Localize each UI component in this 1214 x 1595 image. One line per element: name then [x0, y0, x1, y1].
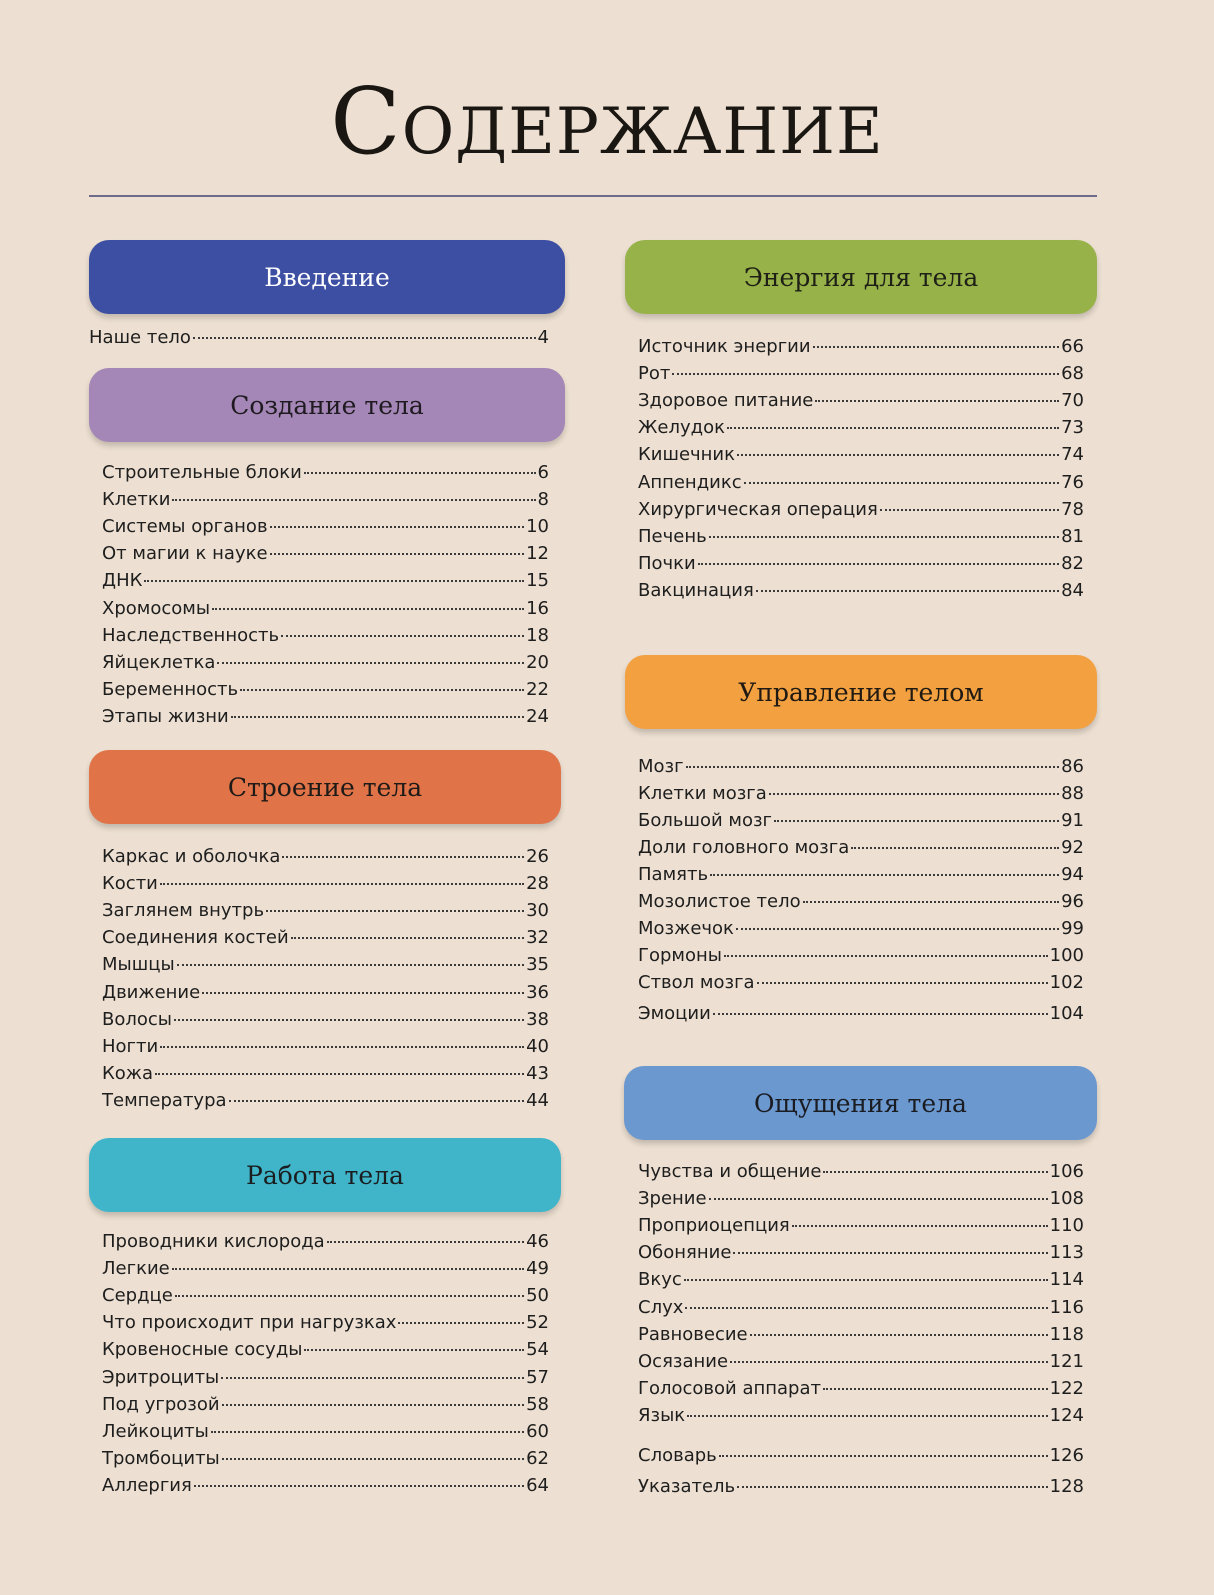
- toc-entry-page-number: 94: [1061, 864, 1084, 885]
- toc-entry-label: Большой мозг: [638, 810, 772, 831]
- dot-leader: [202, 992, 524, 994]
- toc-entry-page-number: 32: [526, 927, 549, 948]
- toc-entry[interactable]: [638, 417, 1084, 441]
- dot-leader: [815, 400, 1059, 402]
- toc-entry-page-number: 58: [526, 1394, 549, 1415]
- dot-leader: [744, 482, 1059, 484]
- dot-leader: [709, 1198, 1048, 1200]
- dot-leader: [803, 901, 1059, 903]
- toc-entry[interactable]: [102, 1090, 549, 1114]
- toc-entry[interactable]: [102, 846, 549, 870]
- toc-entry[interactable]: [102, 1036, 549, 1060]
- toc-entry-label: Язык: [638, 1405, 686, 1426]
- toc-entry-page-number: 92: [1061, 837, 1084, 858]
- toc-entry[interactable]: [638, 363, 1084, 387]
- toc-entry[interactable]: [638, 810, 1084, 834]
- dot-leader: [217, 662, 524, 664]
- toc-entry-page-number: 88: [1061, 783, 1084, 804]
- toc-entry[interactable]: [102, 982, 549, 1006]
- toc-entry-page-number: 84: [1061, 580, 1084, 601]
- dot-leader: [757, 982, 1048, 984]
- toc-entry-page-number: 36: [526, 982, 549, 1003]
- toc-entry-label: Ствол мозга: [638, 972, 755, 993]
- toc-entry[interactable]: [102, 489, 549, 513]
- dot-leader: [327, 1241, 524, 1243]
- toc-entry-label: Проприоцепция: [638, 1215, 790, 1236]
- toc-entry[interactable]: [102, 954, 549, 978]
- toc-entry-label: Чувства и общение: [638, 1161, 822, 1182]
- dot-leader: [823, 1388, 1048, 1390]
- toc-entry-label: Аппендикс: [638, 472, 742, 493]
- toc-entry-label: Почки: [638, 553, 696, 574]
- toc-entry[interactable]: [638, 1161, 1084, 1185]
- toc-entry[interactable]: [638, 891, 1084, 915]
- toc-entry-page-number: 4: [537, 327, 549, 348]
- toc-entry-page-number: 24: [526, 706, 549, 727]
- toc-entry-label: Вакцинация: [638, 580, 754, 601]
- toc-entry[interactable]: [638, 756, 1084, 780]
- toc-entry-page-number: 102: [1049, 972, 1084, 993]
- toc-entry-page-number: 122: [1049, 1378, 1084, 1399]
- toc-entry[interactable]: [102, 927, 549, 951]
- toc-entry-label: Зрение: [638, 1188, 707, 1209]
- toc-entry[interactable]: [102, 706, 549, 730]
- toc-entry-page-number: 22: [526, 679, 549, 700]
- toc-entry-page-number: 12: [526, 543, 549, 564]
- toc-entry[interactable]: [89, 327, 549, 351]
- toc-entry[interactable]: [102, 462, 549, 486]
- dot-leader: [304, 472, 536, 474]
- dot-leader: [851, 847, 1059, 849]
- dot-leader: [685, 1307, 1047, 1309]
- toc-entry-label: Ногти: [102, 1036, 159, 1057]
- toc-entry-label: Системы органов: [102, 516, 268, 537]
- dot-leader: [880, 509, 1059, 511]
- toc-entry[interactable]: [638, 1405, 1084, 1429]
- toc-entry-label: Легкие: [102, 1258, 170, 1279]
- dot-leader: [684, 1279, 1048, 1281]
- dot-leader: [172, 1268, 524, 1270]
- toc-entry-label: Указатель: [638, 1476, 736, 1497]
- toc-entry-page-number: 30: [526, 900, 549, 921]
- toc-entry[interactable]: [102, 1231, 549, 1255]
- toc-entry-page-number: 99: [1061, 918, 1084, 939]
- toc-entry[interactable]: [638, 1378, 1084, 1402]
- toc-entry-page-number: 121: [1049, 1351, 1084, 1372]
- dot-leader: [724, 955, 1048, 957]
- toc-entry-page-number: 82: [1061, 553, 1084, 574]
- dot-leader: [175, 1295, 524, 1297]
- section-banner: Работа тела: [89, 1138, 561, 1212]
- dot-leader: [291, 937, 524, 939]
- dot-leader: [266, 910, 524, 912]
- dot-leader: [211, 1431, 524, 1433]
- toc-entry-page-number: 54: [526, 1339, 549, 1360]
- dot-leader: [733, 1252, 1047, 1254]
- toc-entry-label: Источник энергии: [638, 336, 811, 357]
- toc-entry-page-number: 78: [1061, 499, 1084, 520]
- toc-entry[interactable]: [638, 553, 1084, 577]
- toc-entry-label: Печень: [638, 526, 707, 547]
- page-title: Содержание: [330, 68, 884, 175]
- toc-entry-label: Заглянем внутрь: [102, 900, 265, 921]
- toc-entry-label: ДНК: [102, 570, 143, 591]
- toc-entry-label: Мозг: [638, 756, 684, 777]
- toc-entry-page-number: 81: [1061, 526, 1084, 547]
- toc-entry-label: Желудок: [638, 417, 725, 438]
- toc-entry-page-number: 20: [526, 652, 549, 673]
- dot-leader: [719, 1455, 1048, 1457]
- toc-entry[interactable]: [102, 652, 549, 676]
- toc-entry-page-number: 128: [1049, 1476, 1084, 1497]
- toc-entry-label: Наше тело: [89, 327, 191, 348]
- dot-leader: [774, 820, 1059, 822]
- toc-entry[interactable]: [638, 945, 1084, 969]
- toc-entry-page-number: 10: [526, 516, 549, 537]
- dot-leader: [750, 1334, 1048, 1336]
- toc-entry-label: Яйцеклетка: [102, 652, 216, 673]
- toc-entry-page-number: 100: [1049, 945, 1084, 966]
- dot-leader: [281, 635, 524, 637]
- toc-entry-label: Сердце: [102, 1285, 173, 1306]
- toc-entry-label: Здоровое питание: [638, 390, 814, 411]
- toc-entry-label: Голосовой аппарат: [638, 1378, 821, 1399]
- section-banner: Создание тела: [89, 368, 565, 442]
- toc-entry-page-number: 6: [537, 462, 549, 483]
- dot-leader: [737, 1486, 1047, 1488]
- toc-entry[interactable]: [102, 1285, 549, 1309]
- toc-entry-label: Клетки: [102, 489, 171, 510]
- toc-entry-label: Соединения костей: [102, 927, 289, 948]
- toc-entry-page-number: 49: [526, 1258, 549, 1279]
- dot-leader: [769, 793, 1059, 795]
- toc-entry[interactable]: [638, 444, 1084, 468]
- toc-entry-label: Гормоны: [638, 945, 722, 966]
- toc-entry-page-number: 28: [526, 873, 549, 894]
- title-divider: [89, 195, 1097, 197]
- dot-leader: [687, 1415, 1047, 1417]
- toc-entry-label: Эритроциты: [102, 1367, 220, 1388]
- toc-entry-page-number: 68: [1061, 363, 1084, 384]
- toc-entry[interactable]: [638, 1445, 1084, 1469]
- toc-entry[interactable]: [638, 864, 1084, 888]
- dot-leader: [222, 1458, 524, 1460]
- dot-leader: [160, 883, 524, 885]
- toc-entry-label: Мышцы: [102, 954, 175, 975]
- toc-entry-page-number: 52: [526, 1312, 549, 1333]
- toc-entry-label: Кожа: [102, 1063, 154, 1084]
- dot-leader: [698, 563, 1059, 565]
- toc-entry-label: Температура: [102, 1090, 227, 1111]
- toc-entry-page-number: 108: [1049, 1188, 1084, 1209]
- toc-entry[interactable]: [638, 1188, 1084, 1212]
- toc-entry[interactable]: [638, 336, 1084, 360]
- toc-entry[interactable]: [638, 972, 1084, 996]
- toc-entry[interactable]: [102, 1367, 549, 1391]
- dot-leader: [155, 1073, 524, 1075]
- toc-entry-page-number: 124: [1049, 1405, 1084, 1426]
- toc-entry[interactable]: [638, 390, 1084, 414]
- toc-entry[interactable]: [102, 1339, 549, 1363]
- toc-entry[interactable]: [638, 499, 1084, 523]
- dot-leader: [212, 608, 524, 610]
- toc-entry-page-number: 64: [526, 1475, 549, 1496]
- toc-entry-label: Проводники кислорода: [102, 1231, 325, 1252]
- toc-entry-page-number: 60: [526, 1421, 549, 1442]
- toc-entry-page-number: 43: [526, 1063, 549, 1084]
- toc-entry-page-number: 44: [526, 1090, 549, 1111]
- toc-entry-page-number: 57: [526, 1367, 549, 1388]
- section-banner: Строение тела: [89, 750, 561, 824]
- dot-leader: [686, 766, 1060, 768]
- toc-entry[interactable]: [638, 783, 1084, 807]
- toc-entry-label: Что происходит при нагрузках: [102, 1312, 397, 1333]
- toc-entry-label: Тромбоциты: [102, 1448, 220, 1469]
- toc-entry-label: Волосы: [102, 1009, 172, 1030]
- toc-entry-label: Каркас и оболочка: [102, 846, 281, 867]
- toc-entry-page-number: 38: [526, 1009, 549, 1030]
- dot-leader: [737, 454, 1059, 456]
- dot-leader: [221, 1377, 524, 1379]
- dot-leader: [823, 1171, 1047, 1173]
- toc-entry-label: Строительные блоки: [102, 462, 302, 483]
- dot-leader: [172, 499, 535, 501]
- toc-entry-page-number: 18: [526, 625, 549, 646]
- toc-entry-page-number: 73: [1061, 417, 1084, 438]
- toc-entry[interactable]: [102, 1009, 549, 1033]
- toc-entry-page-number: 62: [526, 1448, 549, 1469]
- dot-leader: [736, 928, 1059, 930]
- dot-leader: [177, 964, 524, 966]
- toc-entry[interactable]: [102, 1421, 549, 1445]
- dot-leader: [270, 526, 525, 528]
- toc-entry-page-number: 106: [1049, 1161, 1084, 1182]
- toc-entry-page-number: 66: [1061, 336, 1084, 357]
- toc-entry[interactable]: [638, 526, 1084, 550]
- toc-entry-label: Аллергия: [102, 1475, 192, 1496]
- toc-entry-page-number: 113: [1049, 1242, 1084, 1263]
- toc-entry-label: Этапы жизни: [102, 706, 229, 727]
- dot-leader: [229, 1100, 525, 1102]
- toc-entry[interactable]: [638, 1003, 1084, 1027]
- toc-entry-page-number: 50: [526, 1285, 549, 1306]
- section-banner: Ощущения тела: [624, 1066, 1097, 1140]
- toc-entry[interactable]: [102, 873, 549, 897]
- dot-leader: [792, 1225, 1048, 1227]
- dot-leader: [174, 1019, 524, 1021]
- toc-entry[interactable]: [638, 1215, 1084, 1239]
- toc-entry-label: Эмоции: [638, 1003, 711, 1024]
- toc-entry-label: Кровеносные сосуды: [102, 1339, 303, 1360]
- toc-entry[interactable]: [638, 1324, 1084, 1348]
- toc-entry-page-number: 26: [526, 846, 549, 867]
- toc-entry-label: Мозолистое тело: [638, 891, 801, 912]
- toc-entry-label: Осязание: [638, 1351, 729, 1372]
- toc-entry-label: Словарь: [638, 1445, 717, 1466]
- toc-entry-page-number: 91: [1061, 810, 1084, 831]
- dot-leader: [727, 427, 1059, 429]
- toc-entry-label: Наследственность: [102, 625, 280, 646]
- toc-entry-page-number: 86: [1061, 756, 1084, 777]
- toc-entry[interactable]: [638, 1297, 1084, 1321]
- toc-entry-page-number: 118: [1049, 1324, 1084, 1345]
- toc-entry[interactable]: [102, 598, 549, 622]
- dot-leader: [756, 590, 1059, 592]
- dot-leader: [709, 536, 1059, 538]
- toc-entry[interactable]: [102, 1394, 549, 1418]
- toc-entry-page-number: 96: [1061, 891, 1084, 912]
- toc-entry-page-number: 46: [526, 1231, 549, 1252]
- toc-entry-label: Под угрозой: [102, 1394, 220, 1415]
- toc-entry-page-number: 35: [526, 954, 549, 975]
- toc-entry-page-number: 15: [526, 570, 549, 591]
- dot-leader: [222, 1404, 525, 1406]
- dot-leader: [282, 856, 524, 858]
- toc-entry-label: Слух: [638, 1297, 684, 1318]
- toc-entry-page-number: 8: [537, 489, 549, 510]
- toc-entry-page-number: 74: [1061, 444, 1084, 465]
- dot-leader: [231, 716, 524, 718]
- toc-entry[interactable]: [638, 918, 1084, 942]
- section-banner: Введение: [89, 240, 565, 314]
- toc-entry[interactable]: [102, 1312, 549, 1336]
- toc-entry-page-number: 116: [1049, 1297, 1084, 1318]
- toc-entry-label: От магии к науке: [102, 543, 268, 564]
- toc-entry-label: Рот: [638, 363, 671, 384]
- toc-entry[interactable]: [638, 1476, 1084, 1500]
- toc-entry-label: Кости: [102, 873, 158, 894]
- dot-leader: [193, 337, 536, 339]
- toc-entry-label: Беременность: [102, 679, 239, 700]
- toc-entry-page-number: 40: [526, 1036, 549, 1057]
- toc-entry[interactable]: [102, 543, 549, 567]
- dot-leader: [240, 689, 524, 691]
- toc-entry-label: Доли головного мозга: [638, 837, 850, 858]
- dot-leader: [672, 373, 1059, 375]
- section-banner: Энергия для тела: [625, 240, 1097, 314]
- toc-entry[interactable]: [638, 1269, 1084, 1293]
- dot-leader: [270, 553, 525, 555]
- dot-leader: [713, 1013, 1048, 1015]
- toc-entry[interactable]: [638, 1351, 1084, 1375]
- dot-leader: [304, 1349, 524, 1351]
- toc-entry[interactable]: [102, 1475, 549, 1499]
- dot-leader: [194, 1485, 524, 1487]
- toc-entry[interactable]: [638, 580, 1084, 604]
- toc-entry-label: Вкус: [638, 1269, 682, 1290]
- toc-entry-label: Движение: [102, 982, 201, 1003]
- dot-leader: [398, 1322, 524, 1324]
- toc-entry-page-number: 16: [526, 598, 549, 619]
- section-banner: Управление телом: [625, 655, 1097, 729]
- dot-leader: [160, 1046, 524, 1048]
- toc-entry[interactable]: [102, 679, 549, 703]
- toc-entry-label: Равновесие: [638, 1324, 748, 1345]
- dot-leader: [710, 874, 1059, 876]
- dot-leader: [144, 580, 524, 582]
- toc-entry-page-number: 114: [1049, 1269, 1084, 1290]
- toc-entry[interactable]: [102, 1448, 549, 1472]
- toc-entry-label: Память: [638, 864, 709, 885]
- toc-entry[interactable]: [102, 900, 549, 924]
- toc-entry[interactable]: [102, 1063, 549, 1087]
- toc-entry-page-number: 104: [1049, 1003, 1084, 1024]
- toc-entry-page-number: 76: [1061, 472, 1084, 493]
- toc-entry-label: Обоняние: [638, 1242, 732, 1263]
- toc-entry-page-number: 110: [1049, 1215, 1084, 1236]
- toc-entry-label: Лейкоциты: [102, 1421, 209, 1442]
- dot-leader: [730, 1361, 1048, 1363]
- toc-entry[interactable]: [102, 516, 549, 540]
- toc-entry-page-number: 70: [1061, 390, 1084, 411]
- toc-entry[interactable]: [638, 837, 1084, 861]
- dot-leader: [813, 346, 1060, 348]
- toc-entry[interactable]: [638, 472, 1084, 496]
- toc-entry[interactable]: [102, 625, 549, 649]
- toc-entry-label: Клетки мозга: [638, 783, 767, 804]
- toc-entry-page-number: 126: [1049, 1445, 1084, 1466]
- toc-entry[interactable]: [102, 1258, 549, 1282]
- toc-entry[interactable]: [638, 1242, 1084, 1266]
- toc-entry-label: Мозжечок: [638, 918, 734, 939]
- toc-entry-label: Кишечник: [638, 444, 735, 465]
- toc-entry[interactable]: [102, 570, 549, 594]
- toc-entry-label: Хромосомы: [102, 598, 211, 619]
- toc-entry-label: Хирургическая операция: [638, 499, 878, 520]
